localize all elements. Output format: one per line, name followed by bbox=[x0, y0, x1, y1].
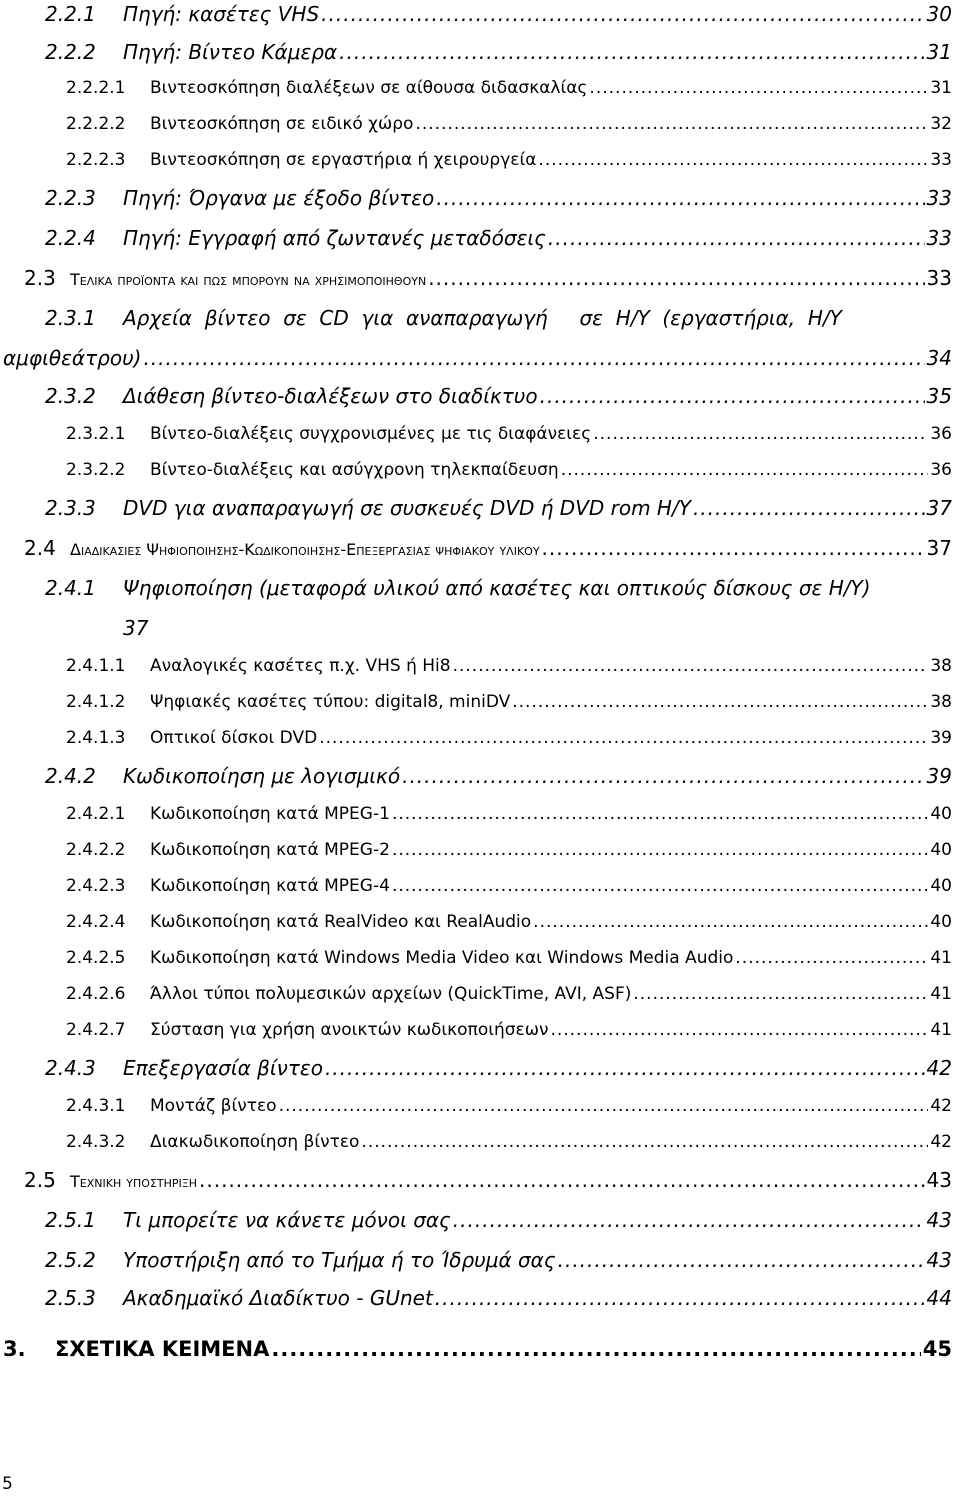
toc-entry-title: Αναλογικές κασέτες π.χ. VHS ή Hi8 bbox=[150, 656, 451, 676]
toc-entry-wrapped[interactable] bbox=[45, 576, 871, 600]
toc-entry-page: 38 bbox=[930, 692, 952, 712]
toc-entry-title: DVD για αναπαραγωγή σε συσκευές DVD ή DVD rom Η/Υ bbox=[123, 496, 691, 520]
toc-entry-number: 2.3.1 bbox=[45, 306, 96, 330]
dot-leader bbox=[279, 1096, 929, 1116]
toc-entry-page: 33 bbox=[926, 226, 952, 250]
dot-leader bbox=[540, 384, 925, 408]
toc-entry-title-line2: αμφιθεάτρου) bbox=[3, 346, 142, 370]
dot-leader bbox=[435, 1286, 925, 1310]
toc-entry-page: 34 bbox=[926, 346, 952, 370]
toc-entry-title: Πηγή: κασέτες VHS bbox=[123, 2, 320, 26]
toc-entry-number: 2.2.1 bbox=[45, 2, 96, 26]
toc-entry-title: Ακαδημαϊκό Διαδίκτυο - GUnet bbox=[123, 1286, 433, 1310]
toc-entry-title: Υποστήριξη από το Τμήμα ή το Ίδρυμά σας bbox=[123, 1248, 556, 1272]
toc-entry-title: Βίντεο-διαλέξεις συγχρονισμένες με τις διαφάνειες bbox=[150, 424, 592, 444]
toc-entry-number: 2.4.3.2 bbox=[66, 1132, 126, 1152]
toc-entry[interactable] bbox=[66, 424, 952, 444]
toc-entry[interactable] bbox=[45, 186, 952, 210]
toc-entry-title: Βιντεοσκόπηση σε εργαστήρια ή χειρουργεία bbox=[150, 150, 537, 170]
dot-leader bbox=[735, 948, 928, 968]
dot-leader bbox=[538, 150, 928, 170]
toc-entry[interactable] bbox=[66, 656, 952, 676]
toc-entry-number: 2.4.2.4 bbox=[66, 912, 126, 932]
toc-entry-number: 2.4.2.5 bbox=[66, 948, 126, 968]
toc-entry-page: 33 bbox=[930, 150, 952, 170]
toc-entry-number: 2.2.2.2 bbox=[66, 114, 126, 134]
dot-leader bbox=[589, 78, 928, 98]
toc-entry-page: 41 bbox=[930, 984, 952, 1004]
toc-entry-page: 32 bbox=[930, 114, 952, 134]
dot-leader bbox=[339, 40, 924, 64]
toc-entry-page: 43 bbox=[926, 1208, 952, 1232]
toc-entry[interactable] bbox=[45, 2, 952, 26]
toc-entry-number: 2.2.3 bbox=[45, 186, 96, 210]
toc-entry-title: Διαδικασιες Ψηφιοποιησης-Κωδικοποιησης-Επεξεργασιας ψηφιακου υλικου bbox=[70, 540, 540, 559]
toc-entry-title: Τεχνικη υποστηριξη bbox=[70, 1172, 197, 1191]
toc-entry-number: 2.5.3 bbox=[45, 1286, 96, 1310]
toc-entry-number: 2.4.1.2 bbox=[66, 692, 126, 712]
toc-entry[interactable] bbox=[66, 692, 952, 712]
dot-leader bbox=[550, 1020, 928, 1040]
dot-leader bbox=[512, 692, 928, 712]
toc-entry-number: 2.4.1.3 bbox=[66, 728, 126, 748]
toc-entry-title: Οπτικοί δίσκοι DVD bbox=[150, 728, 318, 748]
toc-entry-page: 44 bbox=[926, 1286, 952, 1310]
toc-entry-title: Βιντεοσκόπηση σε ειδικό χώρο bbox=[150, 114, 414, 134]
toc-entry[interactable] bbox=[45, 764, 952, 788]
toc-entry-title: Διακωδικοποίηση βίντεο bbox=[150, 1132, 360, 1152]
toc-entry[interactable] bbox=[66, 1132, 952, 1152]
toc-entry-page: 36 bbox=[930, 424, 952, 444]
toc-entry[interactable] bbox=[66, 876, 952, 896]
toc-entry-title: Πηγή: Εγγραφή από ζωντανές μεταδόσεις bbox=[123, 226, 546, 250]
toc-entry-page: 41 bbox=[930, 1020, 952, 1040]
toc-entry[interactable] bbox=[24, 266, 952, 290]
dot-leader bbox=[593, 424, 928, 444]
toc-entry-number: 2.4.1.1 bbox=[66, 656, 126, 676]
toc-entry-title: Βιντεοσκόπηση διαλέξεων σε αίθουσα διδασκαλίας bbox=[150, 78, 588, 98]
toc-entry-page: 33 bbox=[926, 186, 952, 210]
toc-entry-title: Κωδικοποίηση κατά Windows Media Video και Windows Media Audio bbox=[150, 948, 734, 968]
toc-entry-page: 33 bbox=[926, 266, 952, 290]
toc-entry-title: ΣΧΕΤΙΚΑ ΚΕΙΜΕΝΑ bbox=[55, 1337, 270, 1361]
dot-leader bbox=[402, 764, 924, 788]
toc-entry-page: 35 bbox=[926, 384, 952, 408]
toc-entry-title: Μοντάζ βίντεο bbox=[150, 1096, 277, 1116]
dot-leader bbox=[415, 114, 928, 134]
toc-entry-number: 2.4.3.1 bbox=[66, 1096, 126, 1116]
toc-entry-page: 30 bbox=[926, 2, 952, 26]
toc-entry-page: 39 bbox=[930, 728, 952, 748]
toc-entry-title: Τελικα προϊοντα και πως μπορουν να χρησιμοποιηθουν bbox=[70, 270, 427, 289]
toc-entry-wrapped[interactable] bbox=[45, 306, 952, 330]
toc-entry-number: 2.3.2.2 bbox=[66, 460, 126, 480]
toc-entry[interactable] bbox=[66, 114, 952, 134]
page-number: 5 bbox=[2, 1474, 13, 1494]
toc-entry[interactable] bbox=[66, 948, 952, 968]
toc-entry[interactable] bbox=[66, 840, 952, 860]
toc-entry-page: 37 bbox=[926, 496, 952, 520]
toc-entry[interactable] bbox=[45, 1056, 952, 1080]
dot-leader bbox=[558, 1248, 925, 1272]
toc-entry-page: 37 bbox=[926, 536, 952, 560]
toc-entry-number: 2.5.2 bbox=[45, 1248, 96, 1272]
toc-entry-page: 37 bbox=[123, 616, 149, 640]
toc-entry-number: 2.4.2 bbox=[45, 764, 96, 788]
toc-entry-number: 2.3.2.1 bbox=[66, 424, 126, 444]
dot-leader bbox=[392, 876, 928, 896]
toc-entry[interactable] bbox=[45, 1248, 952, 1272]
toc-entry-page: 42 bbox=[926, 1056, 952, 1080]
toc-entry-title: Κωδικοποίηση κατά RealVideo και RealAudio bbox=[150, 912, 532, 932]
toc-entry-page: 39 bbox=[926, 764, 952, 788]
toc-entry-number: 2.4.3 bbox=[45, 1056, 96, 1080]
toc-entry[interactable] bbox=[66, 150, 952, 170]
toc-entry[interactable] bbox=[66, 78, 952, 98]
dot-leader bbox=[436, 186, 924, 210]
dot-leader bbox=[321, 2, 924, 26]
toc-entry-number: 2.4.1 bbox=[45, 576, 96, 600]
dot-leader bbox=[143, 346, 924, 370]
dot-leader bbox=[199, 1168, 925, 1192]
toc-entry-number: 2.4.2.7 bbox=[66, 1020, 126, 1040]
toc-entry-title: Βίντεο-διαλέξεις και ασύγχρονη τηλεκπαίδευση bbox=[150, 460, 559, 480]
dot-leader bbox=[561, 460, 929, 480]
toc-entry-title: Σύσταση για χρήση ανοικτών κωδικοποιήσεων bbox=[150, 1020, 549, 1040]
dot-leader bbox=[361, 1132, 928, 1152]
toc-entry-number: 2.3.2 bbox=[45, 384, 96, 408]
toc-entry-number: 2.4.2.6 bbox=[66, 984, 126, 1004]
toc-entry-number: 3. bbox=[3, 1337, 26, 1361]
toc-entry-title: Διάθεση βίντεο-διαλέξεων στο διαδίκτυο bbox=[123, 384, 538, 408]
toc-entry-number: 2.4.2.3 bbox=[66, 876, 126, 896]
toc-entry-title: Κωδικοποίηση κατά MPEG-4 bbox=[150, 876, 390, 896]
toc-entry-continuation[interactable] bbox=[3, 346, 952, 370]
toc-entry-page: 45 bbox=[922, 1337, 952, 1361]
toc-entry-number: 2.4.2.2 bbox=[66, 840, 126, 860]
toc-entry[interactable] bbox=[66, 1096, 952, 1116]
toc-entry[interactable] bbox=[45, 226, 952, 250]
toc-entry-page: 40 bbox=[930, 804, 952, 824]
toc-entry-page: 41 bbox=[930, 948, 952, 968]
toc-entry[interactable] bbox=[24, 1168, 952, 1192]
dot-leader bbox=[428, 266, 924, 290]
toc-entry-page: 40 bbox=[930, 912, 952, 932]
toc-entry-page: 43 bbox=[926, 1248, 952, 1272]
dot-leader bbox=[533, 912, 928, 932]
toc-entry[interactable] bbox=[66, 984, 952, 1004]
toc-entry-title: Άλλοι τύποι πολυμεσικών αρχείων (QuickTime, AVI, ASF) bbox=[150, 984, 632, 1004]
toc-entry-page: 42 bbox=[930, 1096, 952, 1116]
toc-entry[interactable] bbox=[66, 460, 952, 480]
dot-leader bbox=[319, 728, 928, 748]
dot-leader bbox=[325, 1056, 925, 1080]
toc-entry-page: 40 bbox=[930, 840, 952, 860]
toc-entry-number: 2.4 bbox=[24, 536, 56, 560]
toc-entry-title: Κωδικοποίηση κατά MPEG-2 bbox=[150, 840, 390, 860]
toc-entry[interactable] bbox=[66, 1020, 952, 1040]
toc-entry[interactable] bbox=[45, 1286, 952, 1310]
toc-entry-number: 2.3.3 bbox=[45, 496, 96, 520]
toc-entry[interactable] bbox=[66, 804, 952, 824]
toc-entry-number: 2.4.2.1 bbox=[66, 804, 126, 824]
dot-leader bbox=[392, 804, 928, 824]
dot-leader bbox=[693, 496, 925, 520]
dot-leader bbox=[453, 1208, 925, 1232]
dot-leader bbox=[453, 656, 929, 676]
toc-entry[interactable] bbox=[66, 728, 952, 748]
toc-entry-number: 2.2.2.3 bbox=[66, 150, 126, 170]
toc-entry-number: 2.3 bbox=[24, 266, 56, 290]
toc-entry[interactable] bbox=[45, 40, 952, 64]
toc-entry-title: Επεξεργασία βίντεο bbox=[123, 1056, 323, 1080]
toc-entry-page: 40 bbox=[930, 876, 952, 896]
toc-entry-number: 2.2.4 bbox=[45, 226, 96, 250]
toc-entry-title: Ψηφιακές κασέτες τύπου: digital8, miniDV bbox=[150, 692, 511, 712]
dot-leader bbox=[271, 1337, 920, 1361]
toc-entry-page: 43 bbox=[926, 1168, 952, 1192]
toc-entry-page: 31 bbox=[930, 78, 952, 98]
toc-entry-title-line1: Αρχεία βίντεο σε CD για αναπαραγωγή σε Η/Υ (εργαστήρια, Η/Υ bbox=[123, 306, 842, 330]
toc-entry-page: 36 bbox=[930, 460, 952, 480]
dot-leader bbox=[548, 226, 925, 250]
toc-entry-title: Κωδικοποίηση με λογισμικό bbox=[123, 764, 401, 788]
toc-entry[interactable] bbox=[66, 912, 952, 932]
toc-entry-title: Πηγή: Όργανα με έξοδο βίντεο bbox=[123, 186, 435, 210]
dot-leader bbox=[392, 840, 928, 860]
toc-entry-page: 38 bbox=[930, 656, 952, 676]
toc-entry-number: 2.5 bbox=[24, 1168, 56, 1192]
toc-entry[interactable] bbox=[24, 536, 952, 560]
toc-entry[interactable] bbox=[45, 1208, 952, 1232]
toc-entry-page: 31 bbox=[926, 40, 952, 64]
toc-entry-chapter[interactable] bbox=[3, 1337, 952, 1361]
toc-entry-number: 2.2.2 bbox=[45, 40, 96, 64]
toc-entry-page: 42 bbox=[930, 1132, 952, 1152]
toc-entry-title: Ψηφιοποίηση (μεταφορά υλικού από κασέτες και οπτικούς δίσκους σε Η/Υ) bbox=[123, 576, 871, 600]
toc-entry-number: 2.2.2.1 bbox=[66, 78, 126, 98]
toc-entry[interactable] bbox=[45, 496, 952, 520]
dot-leader bbox=[542, 536, 925, 560]
toc-entry-title: Πηγή: Βίντεο Κάμερα bbox=[123, 40, 338, 64]
toc-entry-number: 2.5.1 bbox=[45, 1208, 96, 1232]
toc-entry-title: Κωδικοποίηση κατά MPEG-1 bbox=[150, 804, 390, 824]
toc-entry[interactable] bbox=[45, 384, 952, 408]
dot-leader bbox=[633, 984, 928, 1004]
toc-entry-title: Τι μπορείτε να κάνετε μόνοι σας bbox=[123, 1208, 451, 1232]
